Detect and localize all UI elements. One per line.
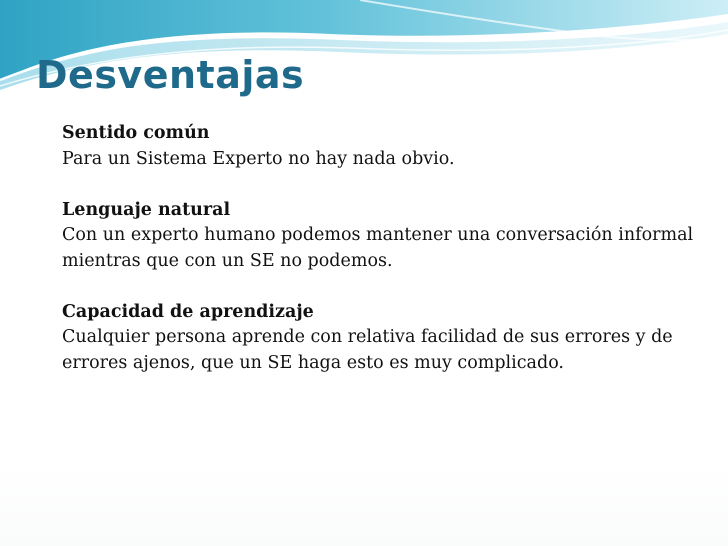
- section-lenguaje-natural: [62, 198, 702, 275]
- section-sentido-comun: [62, 121, 702, 172]
- section-body: Con un experto humano podemos mantener una conversación informal mientras que con un SE no podemos.: [62, 225, 694, 271]
- section-capacidad-aprendizaje: [62, 300, 702, 377]
- section-heading: Capacidad de aprendizaje: [62, 301, 314, 322]
- section-body: Cualquier persona aprende con relativa facilidad de sus errores y de errores ajenos, que un SE haga esto es muy complicado.: [62, 327, 673, 373]
- slide-content: [62, 121, 702, 402]
- slide-title: Desventajas: [36, 53, 305, 97]
- section-heading: Sentido común: [62, 123, 210, 143]
- section-heading: Lenguaje natural: [62, 199, 231, 220]
- section-body: Para un Sistema Experto no hay nada obvio.: [62, 148, 455, 169]
